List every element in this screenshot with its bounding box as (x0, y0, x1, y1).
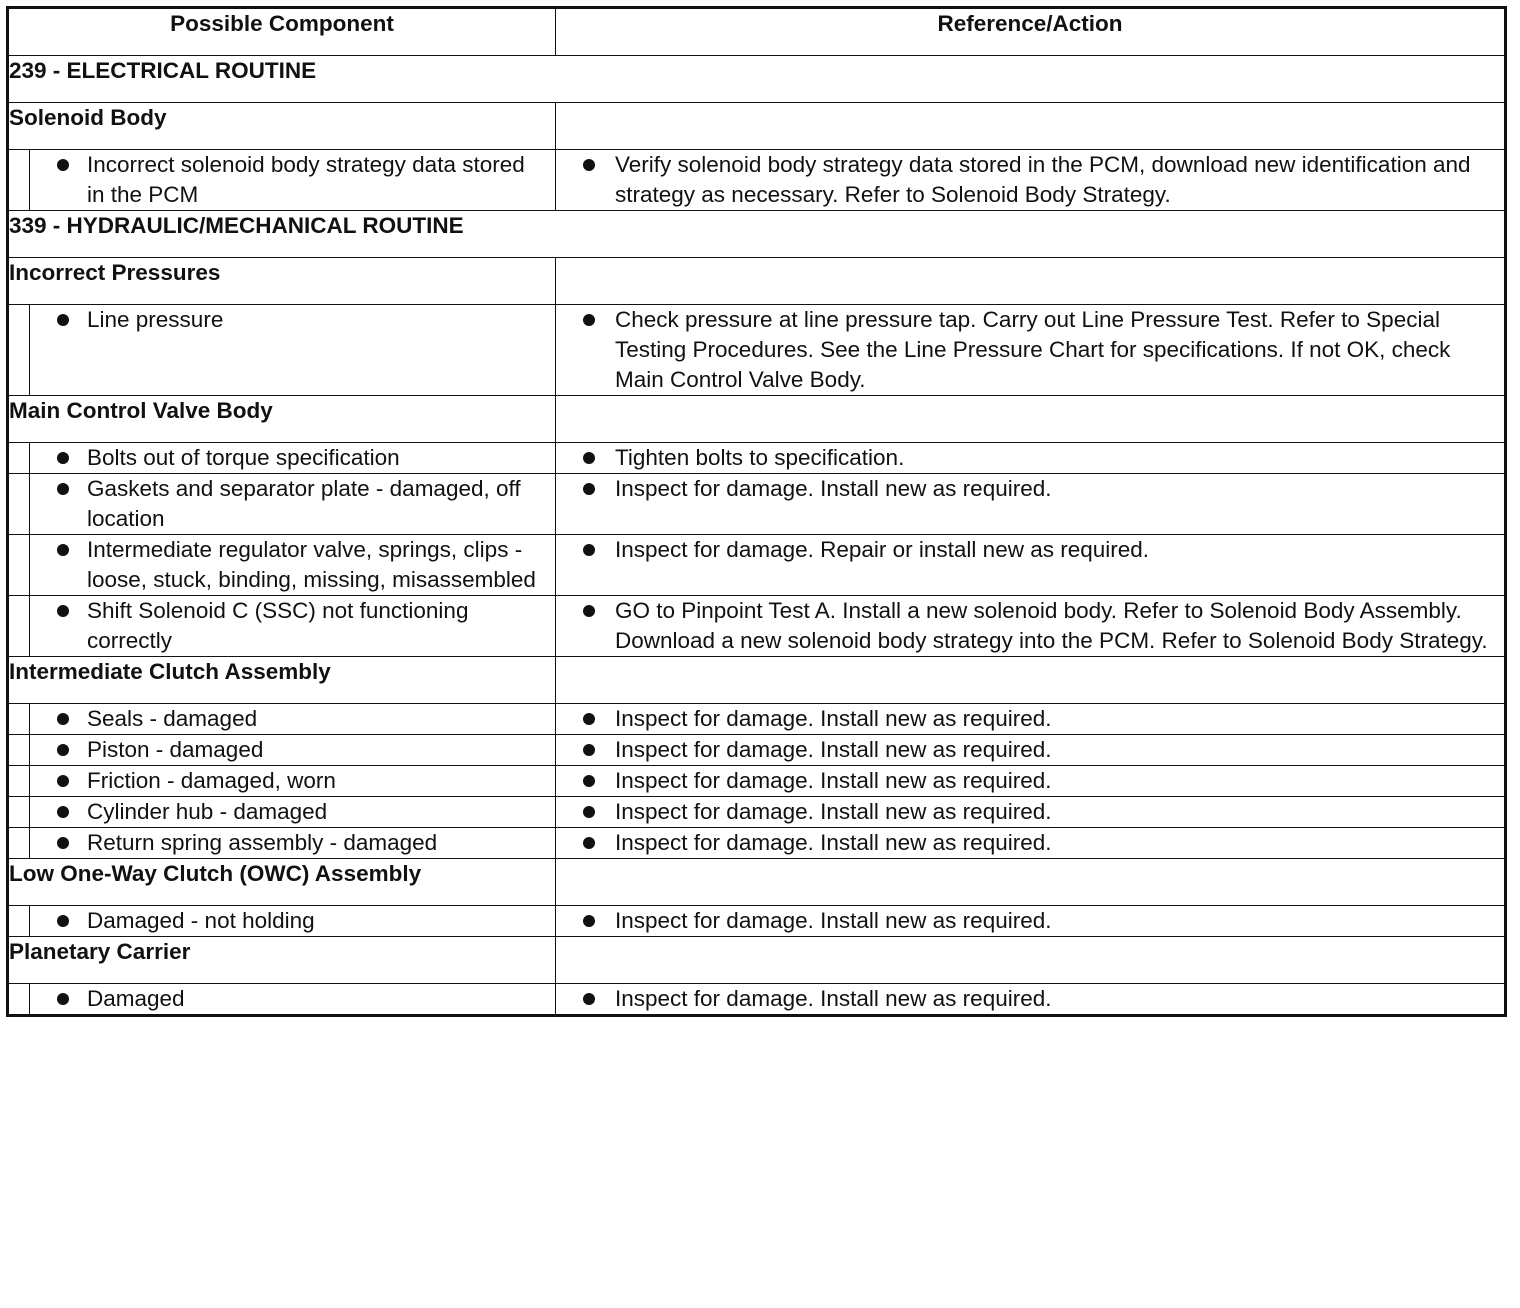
action-bullet-item (556, 443, 1504, 473)
action-bullet-item (556, 305, 1504, 395)
reference-action-cell (556, 766, 1506, 797)
indent-cell (8, 766, 30, 797)
component-bullet-item (30, 735, 555, 765)
component-text: Incorrect solenoid body strategy data stored in the PCM (87, 152, 525, 207)
possible-component-cell (30, 704, 556, 735)
component-bullet-item (30, 474, 555, 534)
group-action-empty-cell (556, 859, 1506, 906)
table-row (8, 596, 1506, 657)
bullet-icon (57, 713, 69, 725)
component-group-title: Main Control Valve Body (8, 396, 556, 443)
table-row (8, 828, 1506, 859)
possible-component-cell (30, 984, 556, 1016)
component-bullet-item (30, 828, 555, 858)
action-bullet-item (556, 474, 1504, 504)
reference-action-cell (556, 474, 1506, 535)
action-bullet-item (556, 828, 1504, 858)
component-text: Return spring assembly - damaged (87, 830, 438, 855)
possible-component-cell (30, 828, 556, 859)
action-text: Inspect for damage. Install new as required. (615, 908, 1052, 933)
component-text: Gaskets and separator plate - damaged, off location (87, 476, 521, 531)
component-group-title: Planetary Carrier (8, 937, 556, 984)
bullet-icon (57, 993, 69, 1005)
component-bullet-item (30, 150, 555, 210)
component-group-title: Intermediate Clutch Assembly (8, 657, 556, 704)
component-bullet-item (30, 443, 555, 473)
reference-action-cell (556, 443, 1506, 474)
reference-action-cell (556, 150, 1506, 211)
action-text: Inspect for damage. Install new as required. (615, 830, 1052, 855)
component-group-row (8, 258, 1506, 305)
action-text: Inspect for damage. Install new as required. (615, 986, 1052, 1011)
component-bullet-item (30, 906, 555, 936)
routine-title: 339 - HYDRAULIC/MECHANICAL ROUTINE (8, 211, 1506, 258)
table-row (8, 474, 1506, 535)
bullet-icon (583, 915, 595, 927)
possible-component-cell (30, 474, 556, 535)
action-text: Verify solenoid body strategy data stored in the PCM, download new identification and strategy as necessary. Refer to Solenoid Body Strategy. (615, 152, 1471, 207)
component-group-row (8, 103, 1506, 150)
group-action-empty-cell (556, 396, 1506, 443)
component-bullet-item (30, 305, 555, 335)
reference-action-cell (556, 906, 1506, 937)
possible-component-cell (30, 906, 556, 937)
table-body (8, 56, 1506, 1016)
indent-cell (8, 474, 30, 535)
action-text: Inspect for damage. Repair or install new as required. (615, 537, 1150, 562)
possible-component-cell (30, 596, 556, 657)
possible-component-cell (30, 150, 556, 211)
action-text: Inspect for damage. Install new as required. (615, 476, 1052, 501)
component-bullet-item (30, 535, 555, 595)
header-possible-component: Possible Component (8, 8, 556, 56)
bullet-icon (57, 314, 69, 326)
action-text: Inspect for damage. Install new as required. (615, 706, 1052, 731)
bullet-icon (583, 159, 595, 171)
action-text: GO to Pinpoint Test A. Install a new solenoid body. Refer to Solenoid Body Assembly. Download a new solenoid body strategy into the PCM. Refer to Solenoid Body Strategy. (615, 598, 1488, 653)
bullet-icon (583, 806, 595, 818)
indent-cell (8, 735, 30, 766)
bullet-icon (583, 775, 595, 787)
table-header-row (8, 8, 1506, 56)
action-text: Inspect for damage. Install new as required. (615, 768, 1052, 793)
component-text: Piston - damaged (87, 737, 264, 762)
component-group-row (8, 859, 1506, 906)
possible-component-cell (30, 443, 556, 474)
action-text: Check pressure at line pressure tap. Carry out Line Pressure Test. Refer to Special Testing Procedures. See the Line Pressure Chart for specifications. If not OK, check Main Control Valve Body. (615, 307, 1451, 392)
component-group-title: Low One-Way Clutch (OWC) Assembly (8, 859, 556, 906)
bullet-icon (57, 915, 69, 927)
group-action-empty-cell (556, 258, 1506, 305)
table-row (8, 984, 1506, 1016)
bullet-icon (57, 483, 69, 495)
action-bullet-item (556, 150, 1504, 210)
bullet-icon (57, 159, 69, 171)
indent-cell (8, 305, 30, 396)
component-group-title: Incorrect Pressures (8, 258, 556, 305)
reference-action-cell (556, 984, 1506, 1016)
indent-cell (8, 984, 30, 1016)
component-text: Cylinder hub - damaged (87, 799, 328, 824)
table-row (8, 535, 1506, 596)
reference-action-cell (556, 797, 1506, 828)
action-bullet-item (556, 766, 1504, 796)
component-bullet-item (30, 596, 555, 656)
bullet-icon (57, 605, 69, 617)
bullet-icon (583, 544, 595, 556)
possible-component-cell (30, 535, 556, 596)
indent-cell (8, 828, 30, 859)
component-text: Bolts out of torque specification (87, 445, 400, 470)
indent-cell (8, 906, 30, 937)
action-bullet-item (556, 797, 1504, 827)
table-row (8, 150, 1506, 211)
bullet-icon (57, 775, 69, 787)
bullet-icon (583, 993, 595, 1005)
component-text: Shift Solenoid C (SSC) not functioning correctly (87, 598, 469, 653)
bullet-icon (583, 452, 595, 464)
header-reference-action: Reference/Action (556, 8, 1506, 56)
bullet-icon (583, 744, 595, 756)
routine-row (8, 56, 1506, 103)
component-bullet-item (30, 984, 555, 1014)
table-row (8, 443, 1506, 474)
action-bullet-item (556, 704, 1504, 734)
bullet-icon (583, 837, 595, 849)
routine-title: 239 - ELECTRICAL ROUTINE (8, 56, 1506, 103)
bullet-icon (57, 744, 69, 756)
bullet-icon (583, 605, 595, 617)
component-text: Seals - damaged (87, 706, 258, 731)
component-text: Damaged (87, 986, 185, 1011)
component-bullet-item (30, 766, 555, 796)
reference-action-cell (556, 704, 1506, 735)
indent-cell (8, 443, 30, 474)
component-text: Line pressure (87, 307, 224, 332)
group-action-empty-cell (556, 103, 1506, 150)
component-group-row (8, 657, 1506, 704)
possible-component-cell (30, 797, 556, 828)
possible-component-cell (30, 766, 556, 797)
action-text: Tighten bolts to specification. (615, 445, 905, 470)
action-bullet-item (556, 596, 1504, 656)
table-row (8, 766, 1506, 797)
reference-action-cell (556, 596, 1506, 657)
table-row (8, 735, 1506, 766)
indent-cell (8, 535, 30, 596)
table-row (8, 797, 1506, 828)
component-group-row (8, 396, 1506, 443)
indent-cell (8, 150, 30, 211)
bullet-icon (57, 452, 69, 464)
table-row (8, 704, 1506, 735)
indent-cell (8, 704, 30, 735)
reference-action-cell (556, 305, 1506, 396)
action-bullet-item (556, 984, 1504, 1014)
reference-action-cell (556, 735, 1506, 766)
component-bullet-item (30, 797, 555, 827)
action-bullet-item (556, 735, 1504, 765)
possible-component-cell (30, 305, 556, 396)
action-text: Inspect for damage. Install new as required. (615, 799, 1052, 824)
component-text: Intermediate regulator valve, springs, clips - loose, stuck, binding, missing, misassembled (87, 537, 536, 592)
bullet-icon (583, 314, 595, 326)
component-text: Friction - damaged, worn (87, 768, 336, 793)
component-bullet-item (30, 704, 555, 734)
diagnostic-table (6, 6, 1507, 1017)
bullet-icon (583, 483, 595, 495)
indent-cell (8, 596, 30, 657)
indent-cell (8, 797, 30, 828)
action-bullet-item (556, 906, 1504, 936)
bullet-icon (57, 544, 69, 556)
table-row (8, 906, 1506, 937)
bullet-icon (57, 806, 69, 818)
component-text: Damaged - not holding (87, 908, 315, 933)
bullet-icon (57, 837, 69, 849)
group-action-empty-cell (556, 937, 1506, 984)
reference-action-cell (556, 828, 1506, 859)
bullet-icon (583, 713, 595, 725)
action-text: Inspect for damage. Install new as required. (615, 737, 1052, 762)
routine-row (8, 211, 1506, 258)
component-group-title: Solenoid Body (8, 103, 556, 150)
action-bullet-item (556, 535, 1504, 565)
group-action-empty-cell (556, 657, 1506, 704)
possible-component-cell (30, 735, 556, 766)
table-row (8, 305, 1506, 396)
component-group-row (8, 937, 1506, 984)
reference-action-cell (556, 535, 1506, 596)
